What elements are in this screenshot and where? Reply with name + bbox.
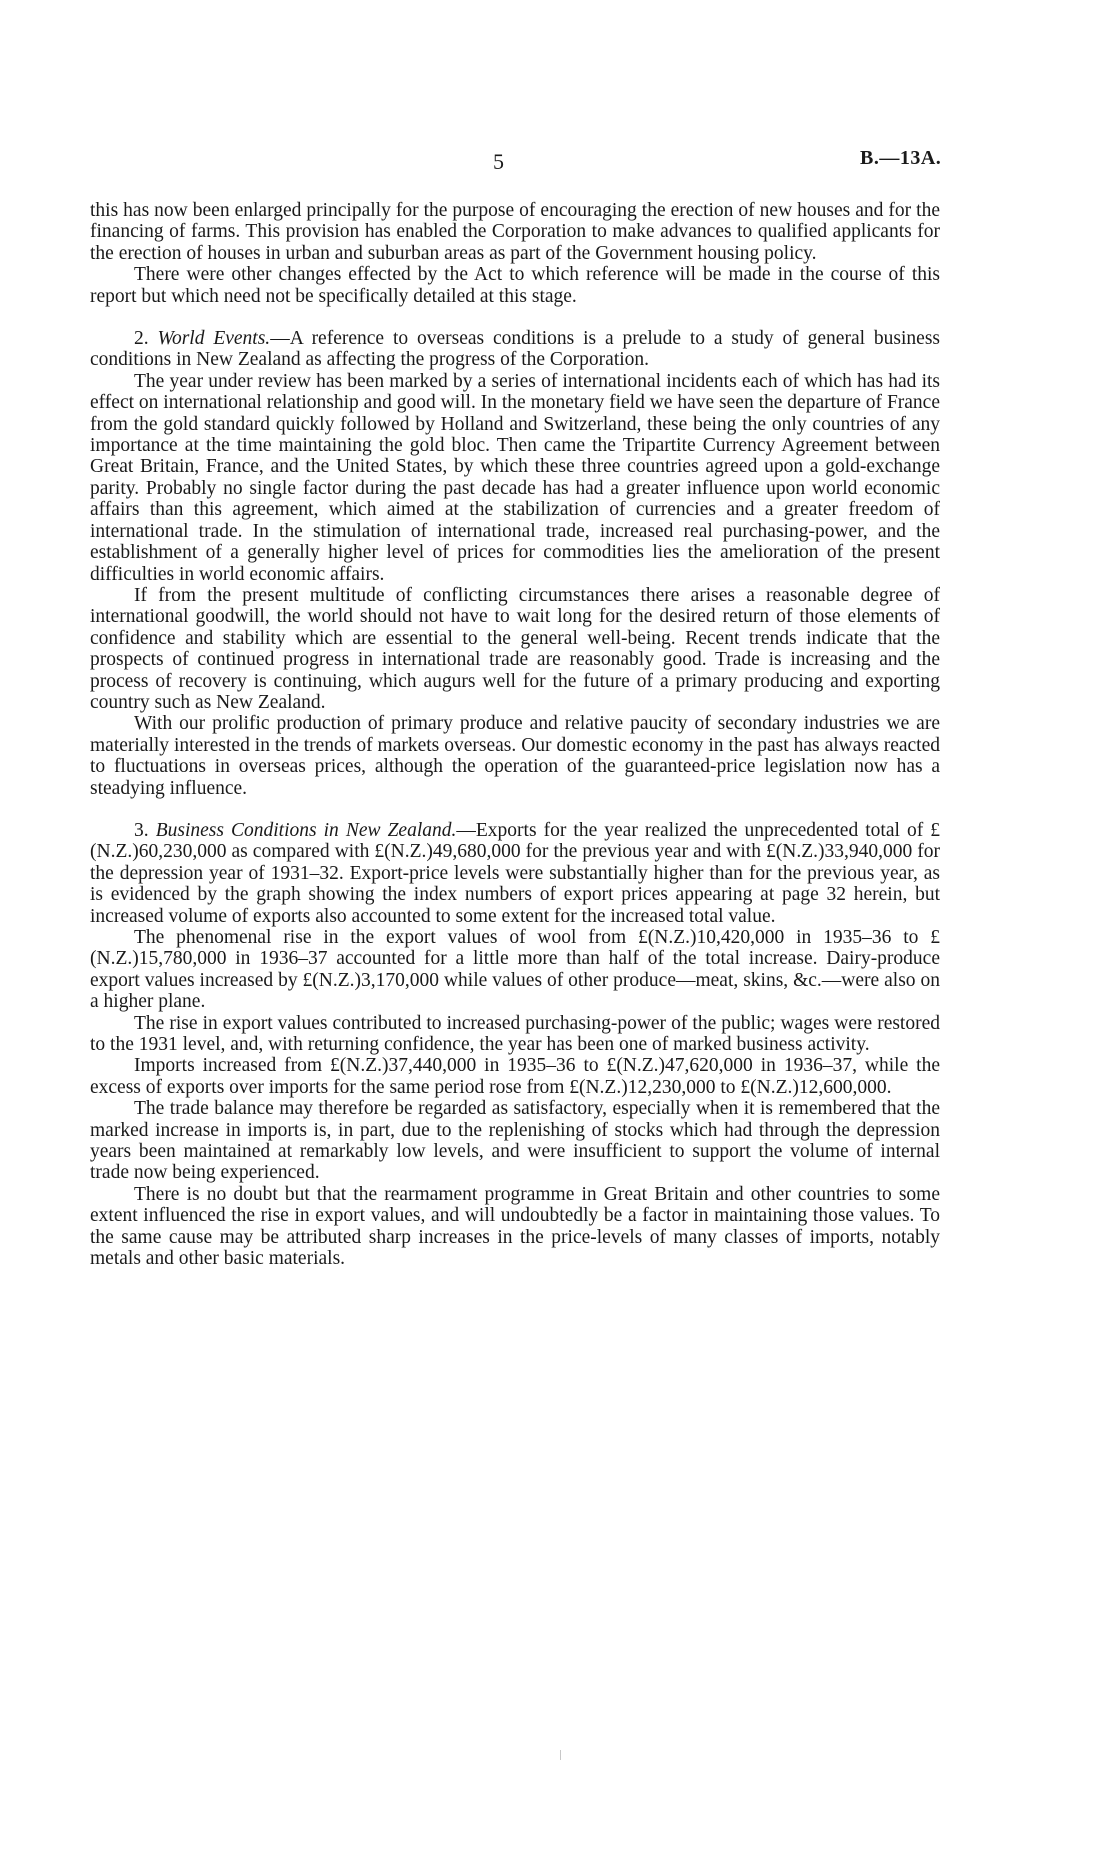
section-world-events — [90, 328, 940, 371]
section-heading: Business Conditions in New Zealand. — [155, 819, 457, 841]
paragraph-imports: Imports increased from £(N.Z.)37,440,000 in 1935–36 to £(N.Z.)47,620,000 in 1936–37, while the excess of exports over imports for the same period rose from £(N.Z.)12,230,000 to £(N.Z.)12,600,000. — [90, 1055, 940, 1098]
paragraph-international-goodwill: If from the present multitude of conflicting circumstances there arises a reasonable degree of international goodwill, the world should not have to wait long for the desired return of those elements of confidence and stability which are essential to the general well-being. Recent trends indicate that the prospects of continued progress in international trade are reasonably good. Trade is increasing and the process of recovery is continuing, which augurs well for the future of a primary producing and exporting country such as New Zealand. — [90, 584, 940, 713]
section-number: 2. — [134, 328, 149, 350]
section-number: 3. — [134, 819, 149, 841]
paragraph-primary-produce: With our prolific production of primary produce and relative paucity of secondary industries we are materially interested in the trends of markets overseas. Our domestic economy in the past has always reacted to fluctuations in overseas prices, although the operation of the guaranteed-price legislation now has a steadying influence. — [90, 713, 940, 799]
page-number: 5 — [493, 149, 505, 174]
paragraph-housing-provision: this has now been enlarged principally for the purpose of encouraging the erection of new houses and for the financing of farms. This provision has enabled the Corporation to make advances to qualified applicants for the erection of houses in urban and suburban areas as part of the Government housing policy. — [90, 200, 940, 264]
paragraph-wool-exports: The phenomenal rise in the export values of wool from £(N.Z.)10,420,000 in 1935–36 to £(N.Z.)15,780,000 in 1936–37 accounted for a little more than half of the total increase. Dairy-produce export values increased by £(N.Z.)3,170,000 while values of other produce—meat, skins, &c.—were also on a higher plane. — [90, 927, 940, 1013]
document-reference: B.—13A. — [860, 147, 942, 169]
section-business-conditions — [90, 820, 940, 927]
paragraph-trade-balance: The trade balance may therefore be regarded as satisfactory, especially when it is remembered that the marked increase in imports is, in part, due to the replenishing of stocks which had through the depression years been maintained at remarkably low levels, and were insufficient to support the volume of internal trade now being experienced. — [90, 1098, 940, 1184]
paragraph-international-incidents: The year under review has been marked by a series of international incidents each of which has had its effect on international relationship and good will. In the monetary field we have seen the departure of France from the gold standard quickly followed by Holland and Switzerland, these being the only countries of any importance at the time maintaining the gold bloc. Then came the Tripartite Currency Agreement between Great Britain, France, and the United States, by which these three countries agreed upon a gold-exchange parity. Probably no single factor during the past decade has had a greater influence upon world economic affairs than this agreement, which aimed at the stabilization of currencies and a greater freedom of international trade. In the stimulation of international trade, increased real purchasing-power, and the establishment of a generally higher level of prices for commodities lies the amelioration of the present difficulties in world economic affairs. — [90, 370, 940, 585]
section-intro-text: —Exports for the year realized the unprecedented total of £(N.Z.)60,230,000 as compared with £(N.Z.)49,680,000 for the previous year and with £(N.Z.)33,940,000 for the depression year of 1931–32. Export-price levels were substantially higher than for the previous year, as is evidenced by the graph showing the index numbers of export prices appearing at page 32 herein, but increased volume of exports also accounted to some extent for the increased total value. — [90, 819, 941, 927]
paragraph-other-changes: There were other changes effected by the Act to which reference will be made in the course of this report but which need not be specifically detailed at this stage. — [90, 264, 940, 307]
paragraph-purchasing-power: The rise in export values contributed to increased purchasing-power of the public; wages were restored to the 1931 level, and, with returning confidence, the year has been one of marked business activity. — [90, 1012, 940, 1056]
body-text — [90, 200, 940, 1270]
paragraph-rearmament: There is no doubt but that the rearmament programme in Great Britain and other countries to some extent influenced the rise in export values, and will undoubtedly be a factor in maintaining those values. To the same cause may be attributed sharp increases in the price-levels of many classes of imports, notably metals and other basic materials. — [90, 1183, 940, 1270]
scan-mark — [560, 1750, 561, 1760]
section-intro-text: —A reference to overseas conditions is a prelude to a study of general business conditions in New Zealand as affecting the progress of the Corporation. — [90, 328, 940, 371]
section-heading: World Events. — [157, 328, 271, 350]
